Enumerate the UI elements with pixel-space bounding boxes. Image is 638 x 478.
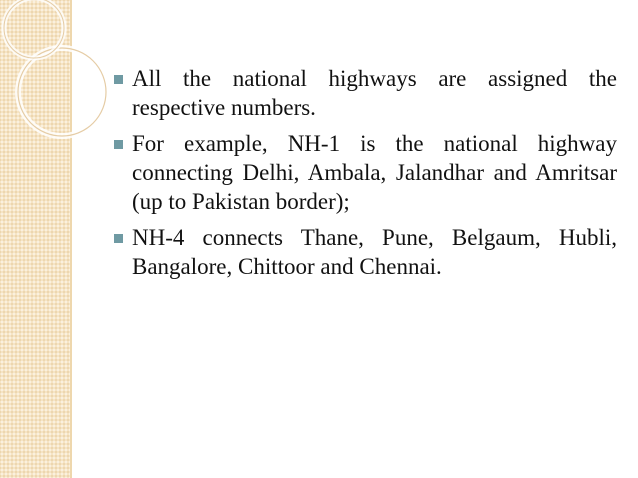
square-bullet-icon	[114, 234, 123, 243]
bullet-text: For example, NH-1 is the national highway connecting Delhi, Ambala, Jalandhar and Amritsar (up to Pakistan border);	[132, 131, 617, 214]
square-bullet-icon	[114, 75, 123, 84]
bullet-item	[114, 129, 617, 216]
bullet-item	[114, 223, 617, 281]
bullet-list	[114, 64, 617, 288]
bullet-item	[114, 64, 617, 122]
decorative-circles-icon	[0, 0, 130, 160]
bullet-text: NH-4 connects Thane, Pune, Belgaum, Hubli, Bangalore, Chittoor and Chennai.	[132, 225, 617, 279]
square-bullet-icon	[114, 140, 123, 149]
bullet-text: All the national highways are assigned the respective numbers.	[132, 66, 617, 120]
